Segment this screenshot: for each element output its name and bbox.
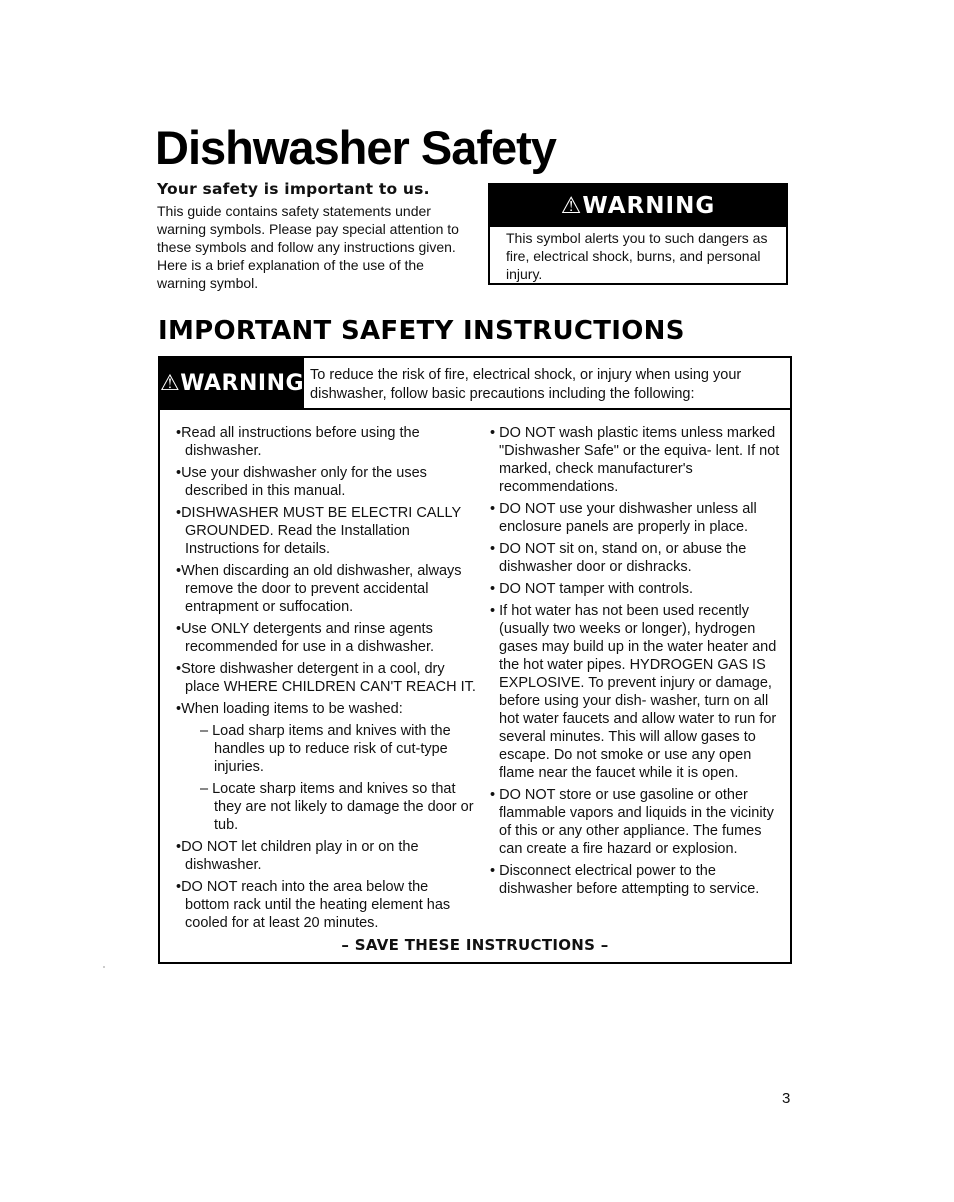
safety-instructions-box xyxy=(158,356,792,964)
list-item: • DO NOT use your dishwasher unless all enclosure panels are properly in place. xyxy=(490,501,757,535)
list-item: •DISHWASHER MUST BE ELECTRI CALLY GROUNDED. Read the Installation Instructions for details. xyxy=(176,505,461,557)
list-item: •Use your dishwasher only for the uses described in this manual. xyxy=(176,465,427,499)
list-item: •DO NOT reach into the area below the bottom rack until the heating element has cooled for at least 20 minutes. xyxy=(176,879,451,931)
list-item: • Disconnect electrical power to the dishwasher before attempting to service. xyxy=(490,863,760,897)
safety-instructions-header xyxy=(160,358,790,410)
list-item: • If hot water has not been used recently (usually two weeks or longer), hydrogen gases may build up in the water heater and the hot water pipes. HYDROGEN GAS IS EXPLOSIVE. To prevent injury or damage, before using your dish- washer, turn on all hot water faucets and allow water to run for several minutes. This will allow gases to escape. Do not smoke or use any open flame near the faucet while it is open. xyxy=(490,603,777,781)
warning-banner-main: ⚠WARNING xyxy=(160,358,304,408)
right-column xyxy=(490,424,786,902)
warning-banner: ⚠WARNING xyxy=(490,185,786,227)
sub-list-item: – Load sharp items and knives with the handles up to reduce risk of cut-type injuries. xyxy=(200,723,451,775)
warning-symbol-box xyxy=(488,183,788,285)
sub-list-item: – Locate sharp items and knives so that they are not likely to damage the door or tub. xyxy=(200,781,474,833)
intro-heading: Your safety is important to us. xyxy=(157,180,430,198)
page-title: Dishwasher Safety xyxy=(155,121,556,174)
list-item: • DO NOT tamper with controls. xyxy=(490,581,694,597)
list-item: • DO NOT sit on, stand on, or abuse the dishwasher door or dishracks. xyxy=(490,541,747,575)
warning-symbol-text: This symbol alerts you to such dangers as fire, electrical shock, burns, and personal injury. xyxy=(506,230,768,282)
section-heading: IMPORTANT SAFETY INSTRUCTIONS xyxy=(158,316,685,346)
list-item: •Store dishwasher detergent in a cool, dry place WHERE CHILDREN CAN'T REACH IT. xyxy=(176,661,476,695)
list-item: •Use ONLY detergents and rinse agents recommended for use in a dishwasher. xyxy=(176,621,435,655)
left-column xyxy=(176,424,476,936)
warning-intro-text: To reduce the risk of fire, electrical shock, or injury when using your dishwasher, follow basic precautions including the following: xyxy=(310,367,742,402)
intro-section xyxy=(157,180,467,292)
page-number: 3 xyxy=(782,1090,791,1107)
list-item: •When loading items to be washed: xyxy=(176,701,403,717)
intro-body: This guide contains safety statements under warning symbols. Please pay special attention to these symbols and follow any instructions given. Here is a brief explanation of the use of the warning symbol. xyxy=(157,203,459,291)
save-instructions-footer: – SAVE THESE INSTRUCTIONS – xyxy=(341,936,609,954)
list-item: •Read all instructions before using the dishwasher. xyxy=(176,425,420,459)
list-item: • DO NOT wash plastic items unless marked "Dishwasher Safe" or the equiva- lent. If not marked, check manufacturer's recommendations. xyxy=(490,425,780,495)
list-item: •DO NOT let children play in or on the dishwasher. xyxy=(176,839,419,873)
list-item: • DO NOT store or use gasoline or other flammable vapors and liquids in the vicinity of this or any other appliance. The fumes can create a fire hazard or explosion. xyxy=(490,787,774,857)
scan-mark xyxy=(103,966,105,968)
list-item: •When discarding an old dishwasher, always remove the door to prevent accidental entrapment or suffocation. xyxy=(176,563,462,615)
